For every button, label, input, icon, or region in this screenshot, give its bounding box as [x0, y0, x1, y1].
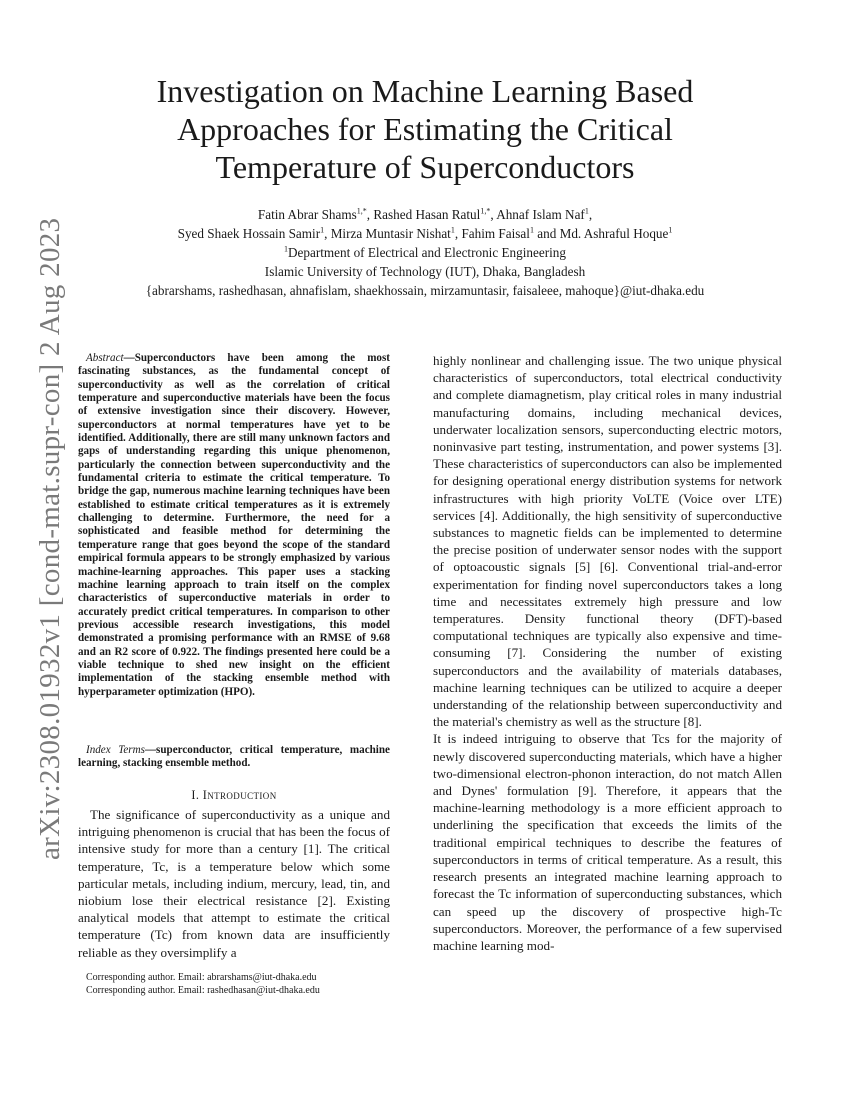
author-separator: ,: [588, 207, 593, 222]
author-emails: {abrarshams, rashedhasan, ahnafislam, shaekhossain, mirzamuntasir, faisaleee, mahoque}@iut-dhaka.edu: [145, 283, 705, 298]
abstract-label: Abstract: [86, 352, 124, 364]
author-affil-mark: 1,*: [480, 206, 491, 216]
introduction-paragraph: The significance of superconductivity as a unique and intriguing phenomenon is crucial that has been the focus of intensive study for more than a century [1]. The critical temperature, Tc, is a temperature below which some particular metals, including indium, mercury, lead, tin, and niobium lose their electrical resistance [2]. Existing analytical models that attempt to estimate the critical temperature (Tc) from known data are insufficiently reliable as they oversimplify a: [78, 807, 390, 960]
author-line-2: [60, 224, 790, 243]
author-name: Fatin Abrar Shams: [257, 207, 357, 222]
paper-title: [95, 72, 755, 186]
affiliation-department: [60, 243, 790, 262]
author-affil-mark: 1: [450, 225, 455, 235]
index-terms-label: Index Terms: [86, 744, 145, 756]
author-name: , Fahim Faisal: [454, 226, 530, 241]
author-block: [60, 205, 790, 300]
body-paragraph-1: highly nonlinear and challenging issue. The two unique physical characteristics of superconductors, total electrical conductivity and complete diamagnetism, play critical roles in many industrial manufacturing domains, including mechanical devices, underwater localization sensors, superconducting electric motors, noninvasive part testing, instrumentation, and power systems [3]. These characteristics of superconductors can also be implemented for designing operational energy distribution systems for network infrastructures with high priority VoLTE (Voice over LTE) services [4]. Additionally, the high sensitivity of superconductive substances to magnetic fields can be implemented to determine the precise position of underwater sensor nodes with the support of optoacoustic signals [5] [6]. Conventional trial-and-error experimentation for finding novel superconductors takes a long time and necessitates extremely high pressure and low temperatures. Density functional theory (DFT)-based computational techniques are typically also expensive and time-consuming [7]. Considering the number of existing superconductors and the availability of materials databases, machine learning techniques can be utilized to acquire a deeper understanding of the relationship between superconductivity and the material's chemistry as well as the structure [8].: [433, 353, 782, 730]
left-column: [78, 352, 390, 960]
author-name: , Rashed Hasan Ratul: [366, 207, 481, 222]
index-terms: [78, 744, 390, 771]
footnote-1: Corresponding author. Email: abrarshams@iut-dhaka.edu: [86, 972, 317, 983]
author-name: and Md. Ashraful Hoque: [533, 226, 669, 241]
title-line-3: Temperature of Superconductors: [215, 149, 635, 185]
author-line-1: [60, 205, 790, 224]
author-name: Syed Shaek Hossain Samir: [177, 226, 321, 241]
department-name: Department of Electrical and Electronic Engineering: [288, 245, 566, 260]
index-terms-text: —superconductor, critical temperature, machine learning, stacking ensemble method.: [78, 744, 390, 770]
author-affil-mark: 1: [584, 206, 589, 216]
author-affil-mark: 1: [529, 225, 534, 235]
section-heading-introduction: I. Introduction: [191, 788, 277, 802]
abstract-text: —Superconductors have been among the most fascinating substances, as the fundamental concept of superconductivity as well as the correlation of critical temperature and superconductive materials have been the focus of extensive investigation since their discovery. However, superconductors at normal temperatures have yet to be identified. Additionally, there are still many unknown factors and gaps of understanding regarding this unique phenomenon, particularly the connection between superconductivity and the fundamental criteria to estimate the critical temperature. To bridge the gap, numerous machine learning techniques have been established to estimate critical temperatures as it is extremely challenging to determine. Furthermore, the need for a sophisticated and feasible method for determining the temperature range that goes beyond the scope of the standard empirical formula appears to be strongly emphasized by various machine-learning approaches. This paper uses a stacking machine learning approach to train itself on the complex characteristics of superconductive materials in order to accurately predict critical temperatures. In comparison to other previous accessible research investigations, this model demonstrated a promising performance with an RMSE of 9.68 and an R2 score of 0.922. The findings presented here could be a viable technique to shed new insight on the efficient implementation of the stacking ensemble method with hyperparameter optimization (HPO).: [78, 352, 390, 698]
abstract: [78, 352, 390, 699]
author-affil-mark: 1: [320, 225, 325, 235]
title-line-1: Investigation on Machine Learning Based: [156, 73, 694, 109]
footnotes: [78, 972, 390, 997]
affiliation-university: Islamic University of Technology (IUT), Dhaka, Bangladesh: [264, 264, 586, 279]
title-line-2: Approaches for Estimating the Critical: [177, 111, 673, 147]
body-paragraph-2: It is indeed intriguing to observe that Tcs for the majority of newly discovered superconducting materials, which have a higher two-dimensional electron-phonon interaction, do not match Allen and Dynes' formulation [9]. Therefore, it appears that the machine-learning methodology is a more efficient approach to underlining the specification that exceeds the limits of the traditional empirical techniques to describe the features of superconductors in terms of critical temperature. As a result, this research presents an integrated machine learning approach to forecast the Tc information of superconducting substances, which can speed up the discovery of prospective high-Tc superconductors. Moreover, the performance of a few supervised machine learning mod-: [433, 731, 782, 953]
footnote-2: Corresponding author. Email: rashedhasan@iut-dhaka.edu: [86, 984, 320, 996]
affil-mark: 1: [284, 244, 289, 254]
author-name: , Ahnaf Islam Naf: [490, 207, 585, 222]
author-affil-mark: 1: [668, 225, 673, 235]
arxiv-identifier: arXiv:2308.01932v1 [cond-mat.supr-con] 2 Aug 2023: [34, 217, 66, 860]
right-column: [433, 352, 782, 954]
author-affil-mark: 1,*: [356, 206, 367, 216]
author-name: , Mirza Muntasir Nishat: [324, 226, 451, 241]
